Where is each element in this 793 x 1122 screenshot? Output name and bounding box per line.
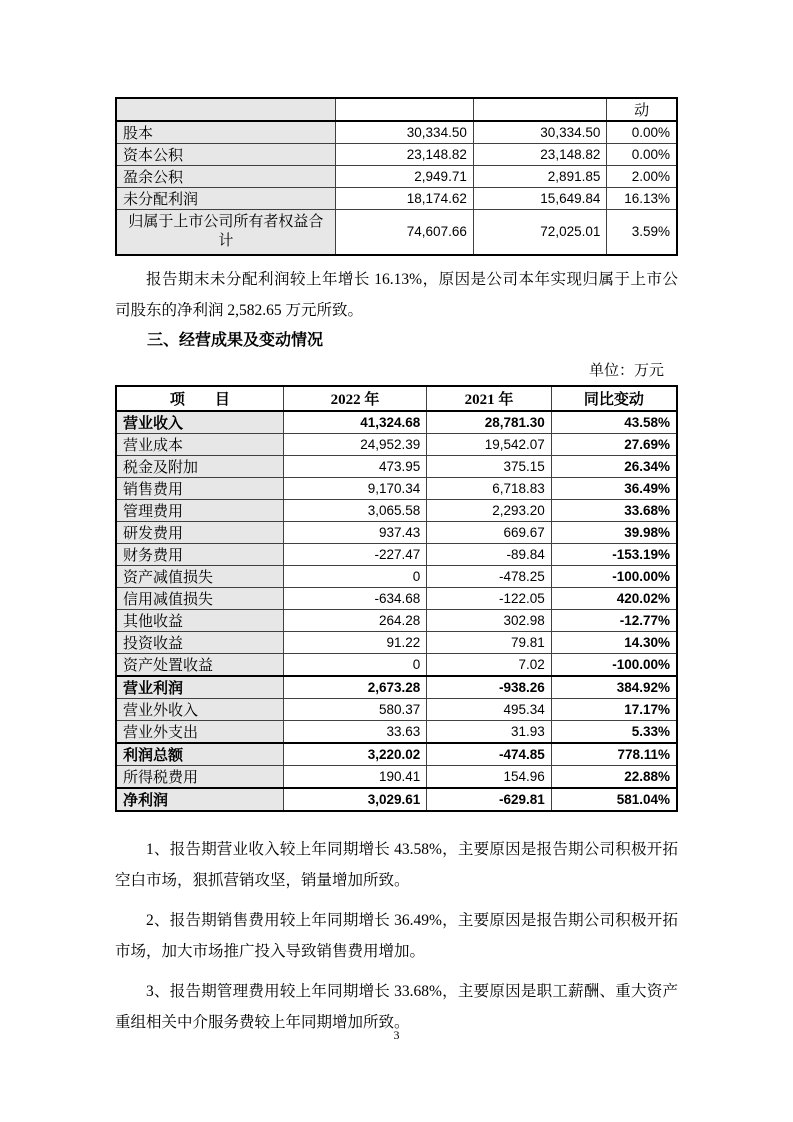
value-cell: 33.63	[283, 720, 427, 743]
value-cell: 18,174.62	[335, 188, 473, 210]
value-cell: 28,781.30	[427, 411, 552, 434]
value-cell: 2,949.71	[335, 166, 473, 188]
value-cell: 6,718.83	[427, 477, 552, 499]
row-label-cell: 营业外收入	[116, 698, 283, 720]
header-cell-change: 动	[607, 98, 677, 121]
value-cell: 3,029.61	[283, 788, 427, 811]
value-cell: -89.84	[427, 543, 552, 565]
table-row	[116, 743, 677, 766]
table-row	[116, 587, 677, 609]
value-cell: 72,025.01	[473, 210, 607, 255]
unit-label: 单位：万元	[588, 362, 664, 379]
value-cell: 154.96	[427, 765, 552, 788]
table-row	[116, 210, 677, 255]
table-row	[116, 521, 677, 543]
value-cell: 36.49%	[551, 477, 677, 499]
row-label-cell: 盈余公积	[116, 166, 335, 188]
value-cell: 39.98%	[551, 521, 677, 543]
page-number: 3	[393, 1028, 400, 1042]
value-cell: -12.77%	[551, 609, 677, 631]
value-cell: 937.43	[283, 521, 427, 543]
row-label-cell: 资本公积	[116, 144, 335, 166]
row-label-cell: 研发费用	[116, 521, 283, 543]
row-label-cell: 信用减值损失	[116, 587, 283, 609]
note-paragraph: 1、报告期营业收入较上年同期增长 43.58%，主要原因是报告期公司积极开拓空白市场，狠抓营销攻坚，销量增加所致。	[115, 840, 678, 889]
value-cell: 0	[283, 653, 427, 676]
row-label-cell: 营业成本	[116, 433, 283, 455]
row-label-cell: 资产处置收益	[116, 653, 283, 676]
row-label-cell: 股本	[116, 121, 335, 144]
row-label-cell: 未分配利润	[116, 188, 335, 210]
value-cell: 24,952.39	[283, 433, 427, 455]
row-label-cell: 投资收益	[116, 631, 283, 653]
value-cell: 74,607.66	[335, 210, 473, 255]
value-cell: 2,673.28	[283, 676, 427, 699]
table-row	[116, 609, 677, 631]
equity-table	[115, 97, 678, 256]
header-cell	[335, 98, 473, 121]
table-row	[116, 121, 677, 144]
value-cell: -227.47	[283, 543, 427, 565]
table-row	[116, 653, 677, 676]
value-cell: 778.11%	[551, 743, 677, 766]
table-header-row-partial	[116, 98, 677, 121]
row-label-cell: 营业外支出	[116, 720, 283, 743]
value-cell: 375.15	[427, 455, 552, 477]
intro-paragraph: 报告期末未分配利润较上年增长 16.13%，原因是公司本年实现归属于上市公司股东的净利润 2,582.65 万元所致。	[115, 270, 678, 319]
value-cell: -100.00%	[551, 565, 677, 587]
table-row	[116, 477, 677, 499]
value-cell: 41,324.68	[283, 411, 427, 434]
row-label-cell: 利润总额	[116, 743, 283, 766]
value-cell: 2.00%	[607, 166, 677, 188]
value-cell: 7.02	[427, 653, 552, 676]
value-cell: 0	[283, 565, 427, 587]
value-cell: 23,148.82	[473, 144, 607, 166]
value-cell: 23,148.82	[335, 144, 473, 166]
note-paragraph: 2、报告期销售费用较上年同期增长 36.49%，主要原因是报告期公司积极开拓市场，加大市场推广投入导致销售费用增加。	[115, 911, 678, 960]
value-cell: 16.13%	[607, 188, 677, 210]
table-row	[116, 188, 677, 210]
header-cell-item: 项 目	[116, 386, 283, 411]
value-cell: 43.58%	[551, 411, 677, 434]
value-cell: 190.41	[283, 765, 427, 788]
value-cell: -478.25	[427, 565, 552, 587]
value-cell: 3.59%	[607, 210, 677, 255]
value-cell: 3,220.02	[283, 743, 427, 766]
row-label-cell: 资产减值损失	[116, 565, 283, 587]
value-cell: 420.02%	[551, 587, 677, 609]
row-label-cell: 管理费用	[116, 499, 283, 521]
table-row	[116, 676, 677, 699]
value-cell: 264.28	[283, 609, 427, 631]
table-header-row	[116, 386, 677, 411]
value-cell: 26.34%	[551, 455, 677, 477]
value-cell: 495.34	[427, 698, 552, 720]
table-row	[116, 455, 677, 477]
table-row	[116, 720, 677, 743]
table-row	[116, 565, 677, 587]
value-cell: -122.05	[427, 587, 552, 609]
header-cell	[473, 98, 607, 121]
row-label-cell: 其他收益	[116, 609, 283, 631]
value-cell: 5.33%	[551, 720, 677, 743]
table-row	[116, 166, 677, 188]
note-paragraph: 3、报告期管理费用较上年同期增长 33.68%，主要原因是职工薪酬、重大资产重组相关中介服务费较上年同期增加所致。	[115, 982, 678, 1031]
table-row	[116, 499, 677, 521]
value-cell: 19,542.07	[427, 433, 552, 455]
value-cell: -100.00%	[551, 653, 677, 676]
value-cell: 3,065.58	[283, 499, 427, 521]
value-cell: 669.67	[427, 521, 552, 543]
table-row	[116, 631, 677, 653]
value-cell: 31.93	[427, 720, 552, 743]
header-cell	[116, 98, 335, 121]
value-cell: 33.68%	[551, 499, 677, 521]
row-label-cell: 营业收入	[116, 411, 283, 434]
row-label-cell: 营业利润	[116, 676, 283, 699]
table-row	[116, 788, 677, 811]
value-cell: -153.19%	[551, 543, 677, 565]
row-label-cell: 归属于上市公司所有者权益合计	[116, 210, 335, 255]
value-cell: 473.95	[283, 455, 427, 477]
value-cell: 2,293.20	[427, 499, 552, 521]
value-cell: -634.68	[283, 587, 427, 609]
value-cell: 0.00%	[607, 121, 677, 144]
value-cell: 580.37	[283, 698, 427, 720]
row-label-cell: 销售费用	[116, 477, 283, 499]
table-row	[116, 698, 677, 720]
header-cell-2022: 2022 年	[283, 386, 427, 411]
value-cell: 79.81	[427, 631, 552, 653]
value-cell: -474.85	[427, 743, 552, 766]
row-label-cell: 税金及附加	[116, 455, 283, 477]
value-cell: 27.69%	[551, 433, 677, 455]
value-cell: 17.17%	[551, 698, 677, 720]
value-cell: 91.22	[283, 631, 427, 653]
row-label-cell: 所得税费用	[116, 765, 283, 788]
table-row	[116, 144, 677, 166]
value-cell: 30,334.50	[335, 121, 473, 144]
page-content	[115, 97, 678, 1038]
value-cell: 2,891.85	[473, 166, 607, 188]
header-cell-2021: 2021 年	[427, 386, 552, 411]
value-cell: 9,170.34	[283, 477, 427, 499]
value-cell: -938.26	[427, 676, 552, 699]
section-heading: 三、经营成果及变动情况	[147, 331, 324, 349]
value-cell: 22.88%	[551, 765, 677, 788]
table-row	[116, 433, 677, 455]
table-row	[116, 411, 677, 434]
table-row	[116, 765, 677, 788]
value-cell: -629.81	[427, 788, 552, 811]
notes-section	[115, 834, 678, 1038]
row-label-cell: 净利润	[116, 788, 283, 811]
row-label-cell: 财务费用	[116, 543, 283, 565]
value-cell: 30,334.50	[473, 121, 607, 144]
header-cell-change: 同比变动	[551, 386, 677, 411]
operating-results-table	[115, 385, 678, 812]
value-cell: 14.30%	[551, 631, 677, 653]
value-cell: 581.04%	[551, 788, 677, 811]
table-row	[116, 543, 677, 565]
value-cell: 302.98	[427, 609, 552, 631]
value-cell: 15,649.84	[473, 188, 607, 210]
value-cell: 0.00%	[607, 144, 677, 166]
value-cell: 384.92%	[551, 676, 677, 699]
